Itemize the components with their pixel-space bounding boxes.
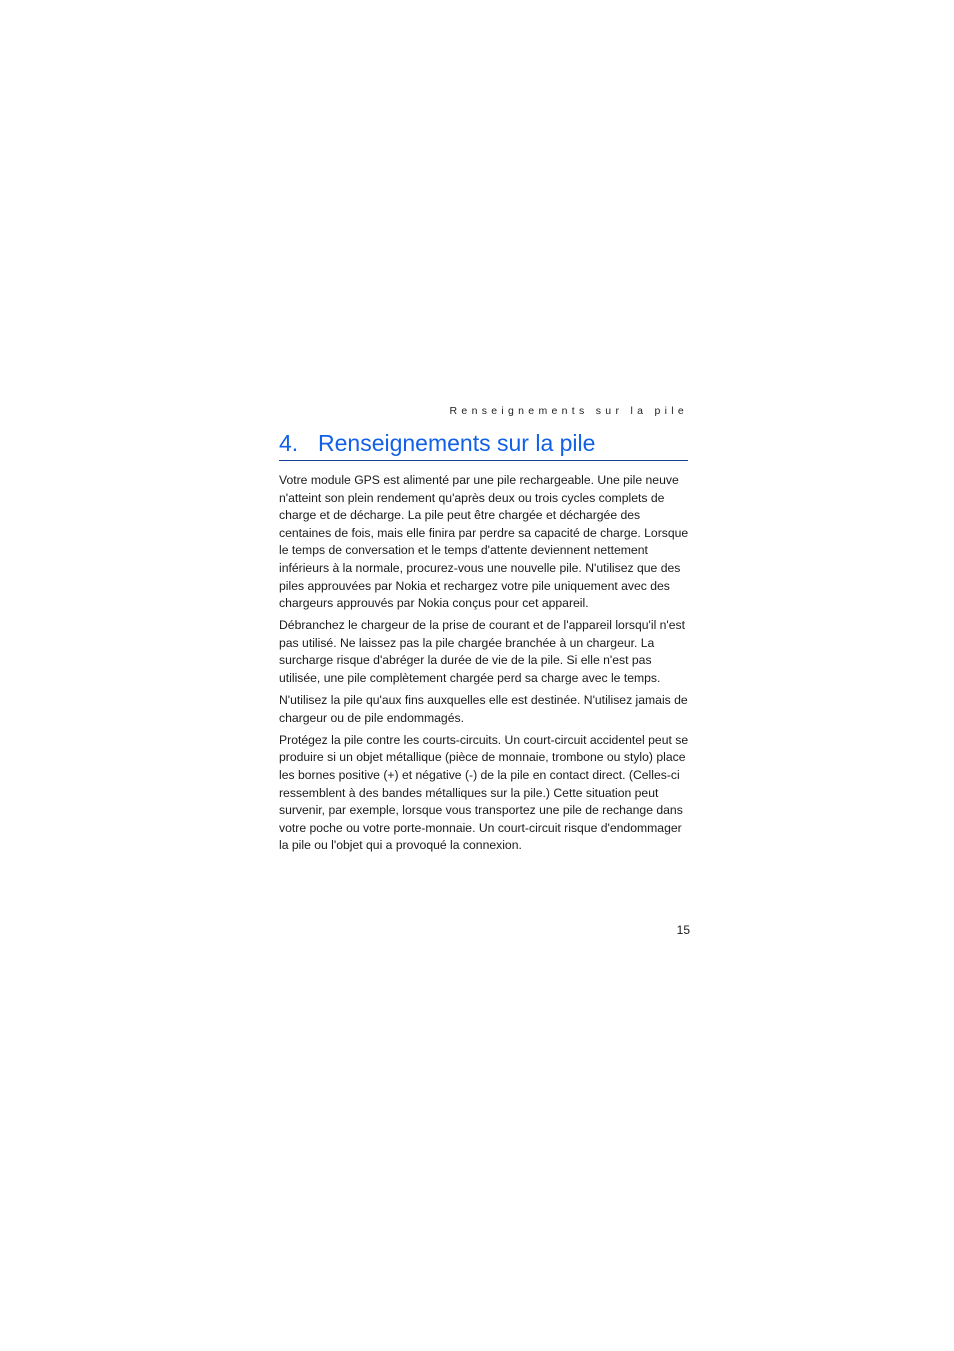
paragraph: Protégez la pile contre les courts-circuits. Un court-circuit accidentel peut se produire si un objet métallique (pièce de monnaie, trombone ou stylo) place les bornes positive (+) et négative (-) de la pile en contact direct. (Celles-ci ressemblent à des bandes métalliques sur la pile.) Cette situation peut survenir, par exemple, lorsque vous transportez une pile de rechange dans votre poche ou votre porte-monnaie. Un court-circuit risque d'endommager la pile ou l'objet qui a provoqué la connexion. — [279, 732, 689, 853]
body-text — [279, 472, 689, 859]
paragraph: Débranchez le chargeur de la prise de courant et de l'appareil lorsqu'il n'est pas utilisé. Ne laissez pas la pile chargée branchée à un chargeur. La surcharge risque d'abréger la durée de vie de la pile. Si elle n'est pas utilisée, une pile complètement chargée perd sa charge avec le temps. — [279, 618, 686, 686]
chapter-number: 4. — [279, 430, 299, 456]
paragraph: N'utilisez la pile qu'aux fins auxquelles elle est destinée. N'utilisez jamais de chargeur ou de pile endommagés. — [279, 693, 688, 725]
chapter-title: Renseignements sur la pile — [318, 430, 596, 456]
paragraph: Votre module GPS est alimenté par une pile rechargeable. Une pile neuve n'atteint son plein rendement qu'après deux ou trois cycles complets de charge et de décharge. La pile peut être chargée et déchargée des centaines de fois, mais elle finira par perdre sa capacité de charge. Lorsque le temps de conversation et le temps d'attente deviennent nettement inférieurs à la normale, procurez-vous une nouvelle pile. N'utilisez que des piles approuvées par Nokia et rechargez votre pile uniquement avec des chargeurs approuvés par Nokia conçus pour cet appareil. — [279, 473, 689, 611]
running-header: Renseignements sur la pile — [449, 405, 688, 417]
document-page — [279, 0, 689, 1351]
chapter-heading — [279, 428, 688, 461]
page-number: 15 — [676, 923, 690, 937]
